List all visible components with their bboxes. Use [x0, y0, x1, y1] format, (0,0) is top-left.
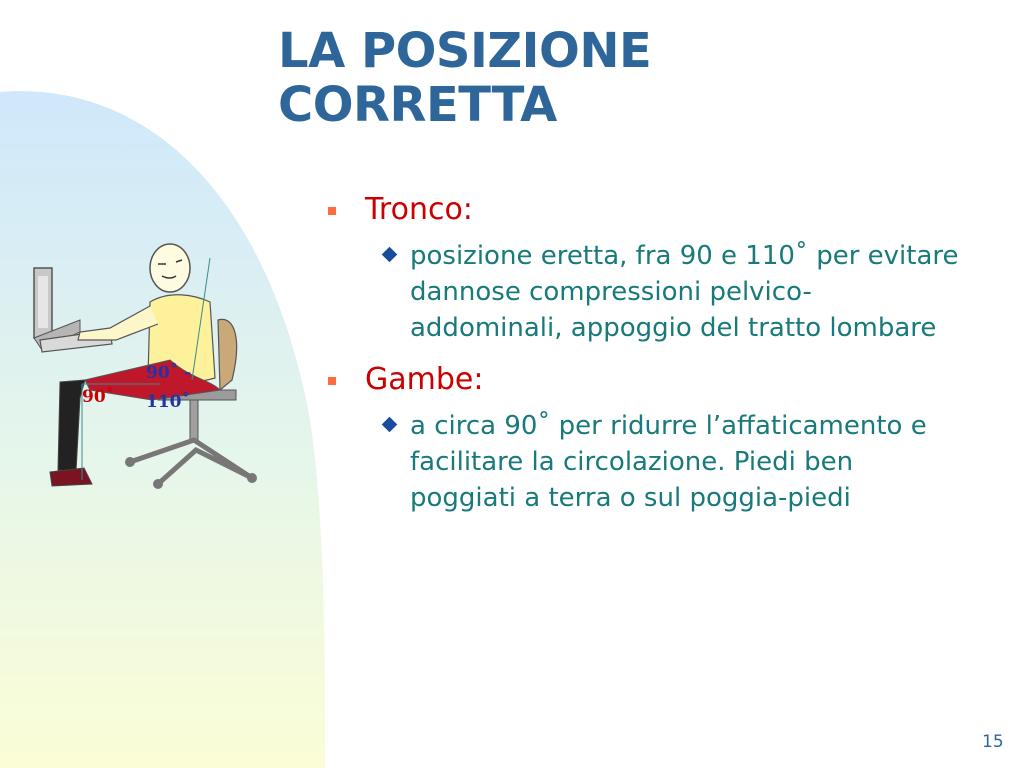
bullet-list	[325, 190, 995, 516]
page-number: 15	[982, 732, 1004, 752]
seated-person-illustration	[20, 240, 260, 500]
sub-bullet-tronco	[410, 238, 960, 346]
bullet-heading: Gambe:	[365, 362, 484, 397]
trunk-angle-label-bottom: 110˚	[146, 392, 190, 412]
knee-angle-label: 90˚	[82, 387, 115, 407]
trunk-angle-label-top: 90˚ -	[146, 363, 192, 383]
bullet-tronco	[325, 190, 995, 230]
square-bullet-icon	[328, 377, 336, 385]
square-bullet-icon	[328, 207, 336, 215]
sub-bullet-text: posizione eretta, fra 90 e 110˚ per evitare dannose compressioni pelvico-addominali, appoggio del tratto lombare	[410, 241, 959, 343]
bullet-heading: Tronco:	[365, 192, 473, 227]
title-line-1: LA POSIZIONE	[278, 23, 652, 79]
bullet-gambe	[325, 360, 995, 400]
diamond-bullet-icon	[382, 247, 398, 263]
sub-bullet-gambe	[410, 408, 960, 516]
sub-bullet-text: a circa 90˚ per ridurre l’affaticamento e facilitare la circolazione. Piedi ben poggiati a terra o sul poggia-piedi	[410, 411, 927, 513]
diamond-bullet-icon	[382, 417, 398, 433]
slide-title	[278, 24, 651, 132]
title-line-2: CORRETTA	[278, 77, 557, 133]
